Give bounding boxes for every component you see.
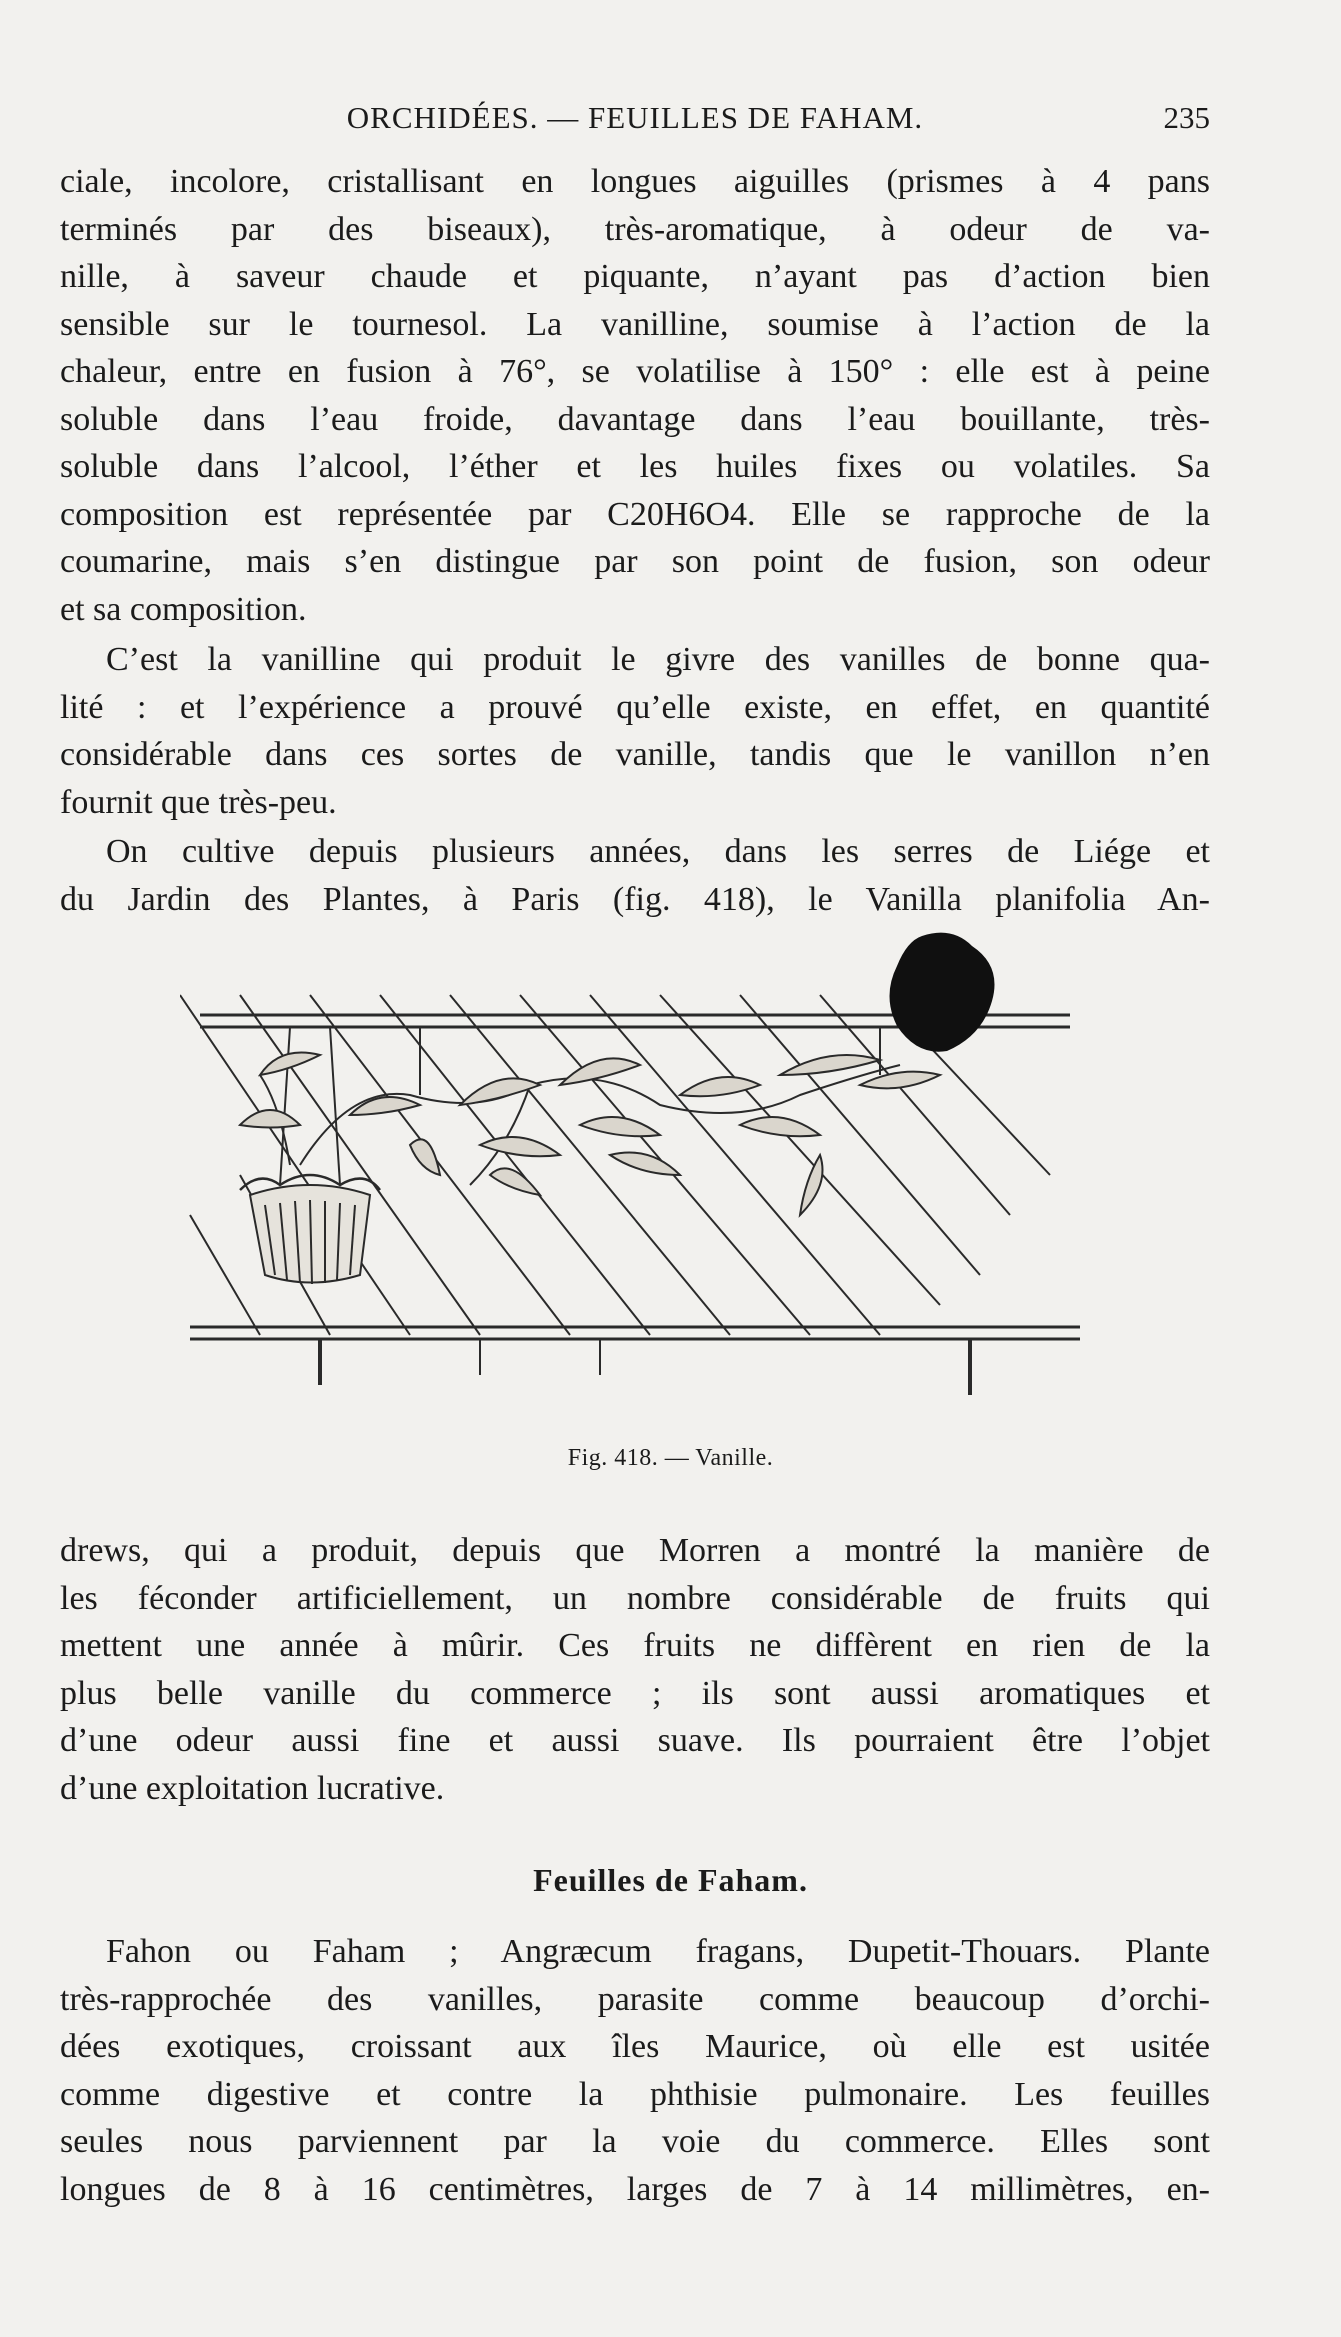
text-line: soluble dans l’alcool, l’éther et les huiles fixes ou volatiles. Sa — [60, 448, 1210, 485]
text-line: lité : et l’expérience a prouvé qu’elle existe, en effet, en quantité — [60, 688, 1210, 726]
text-line: chaleur, entre en fusion à 76°, se volatilise à 150° : elle est à peine — [60, 353, 1210, 390]
hanging-basket — [240, 1175, 380, 1284]
text-line: On cultive depuis plusieurs années, dans les serres de Liége et — [106, 833, 1210, 870]
paragraph-givre — [60, 636, 1210, 826]
text-line: plus belle vanille du commerce ; ils sont aussi aromatiques et — [60, 1674, 1210, 1712]
text-line: C’est la vanilline qui produit le givre des vanilles de bonne qua- — [106, 641, 1210, 678]
text-line: les féconder artificiellement, un nombre considérable de fruits qui — [60, 1579, 1210, 1617]
text-line: nille, à saveur chaude et piquante, n’ayant pas d’action bien — [60, 258, 1210, 295]
text-line: mettent une année à mûrir. Ces fruits ne diffèrent en rien de la — [60, 1627, 1210, 1664]
text-line: du Jardin des Plantes, à Paris (fig. 418), le Vanilla planifolia An- — [60, 880, 1210, 918]
text-line: dées exotiques, croissant aux îles Maurice, où elle est usitée — [60, 2028, 1210, 2065]
text-line: d’une odeur aussi fine et aussi suave. Ils pourraient être l’objet — [60, 1722, 1210, 1759]
page-number: 235 — [1163, 100, 1210, 135]
text-line: seules nous parviennent par la voie du commerce. Elles sont — [60, 2123, 1210, 2160]
text-line: composition est représentée par C20H6O4. Elle se rapproche de la — [60, 495, 1210, 533]
running-header — [60, 96, 1210, 146]
text-line: fournit que très-peu. — [60, 783, 337, 821]
text-line: d’une exploitation lucrative. — [60, 1769, 445, 1807]
paragraph-faham — [60, 1928, 1210, 2213]
text-line: considérable dans ces sortes de vanille, tandis que le vanillon n’en — [60, 736, 1210, 773]
text-line: comme digestive et contre la phthisie pulmonaire. Les feuilles — [60, 2075, 1210, 2113]
text-line: terminés par des biseaux), très-aromatique, à odeur de va- — [60, 210, 1210, 248]
paragraph-vanilline-properties — [60, 158, 1210, 633]
text-line: ciale, incolore, cristallisant en longues aiguilles (prismes à 4 pans — [60, 163, 1210, 200]
ink-stain — [882, 926, 1012, 1058]
text-line: longues de 8 à 16 centimètres, larges de 7 à 14 millimètres, en- — [60, 2170, 1210, 2208]
paragraph-culture — [60, 828, 1210, 923]
text-line: soluble dans l’eau froide, davantage dans l’eau bouillante, très- — [60, 400, 1210, 438]
text-line: très-rapprochée des vanilles, parasite comme beaucoup d’orchi- — [60, 1980, 1210, 2018]
text-line: drews, qui a produit, depuis que Morren a montré la manière de — [60, 1532, 1210, 1569]
text-line: et sa composition. — [60, 590, 307, 628]
figure-caption: Fig. 418. — Vanille. — [567, 1445, 774, 1471]
text-line: coumarine, mais s’en distingue par son point de fusion, son odeur — [60, 543, 1210, 580]
section-heading: Feuilles de Faham. — [533, 1862, 808, 1898]
text-line: sensible sur le tournesol. La vanilline, soumise à l’action de la — [60, 305, 1210, 343]
text-line: Fahon ou Faham ; Angræcum fragans, Dupetit-Thouars. Plante — [106, 1933, 1210, 1970]
running-title: ORCHIDÉES. — FEUILLES DE FAHAM. — [346, 100, 924, 135]
paragraph-fecondation — [60, 1527, 1210, 1812]
